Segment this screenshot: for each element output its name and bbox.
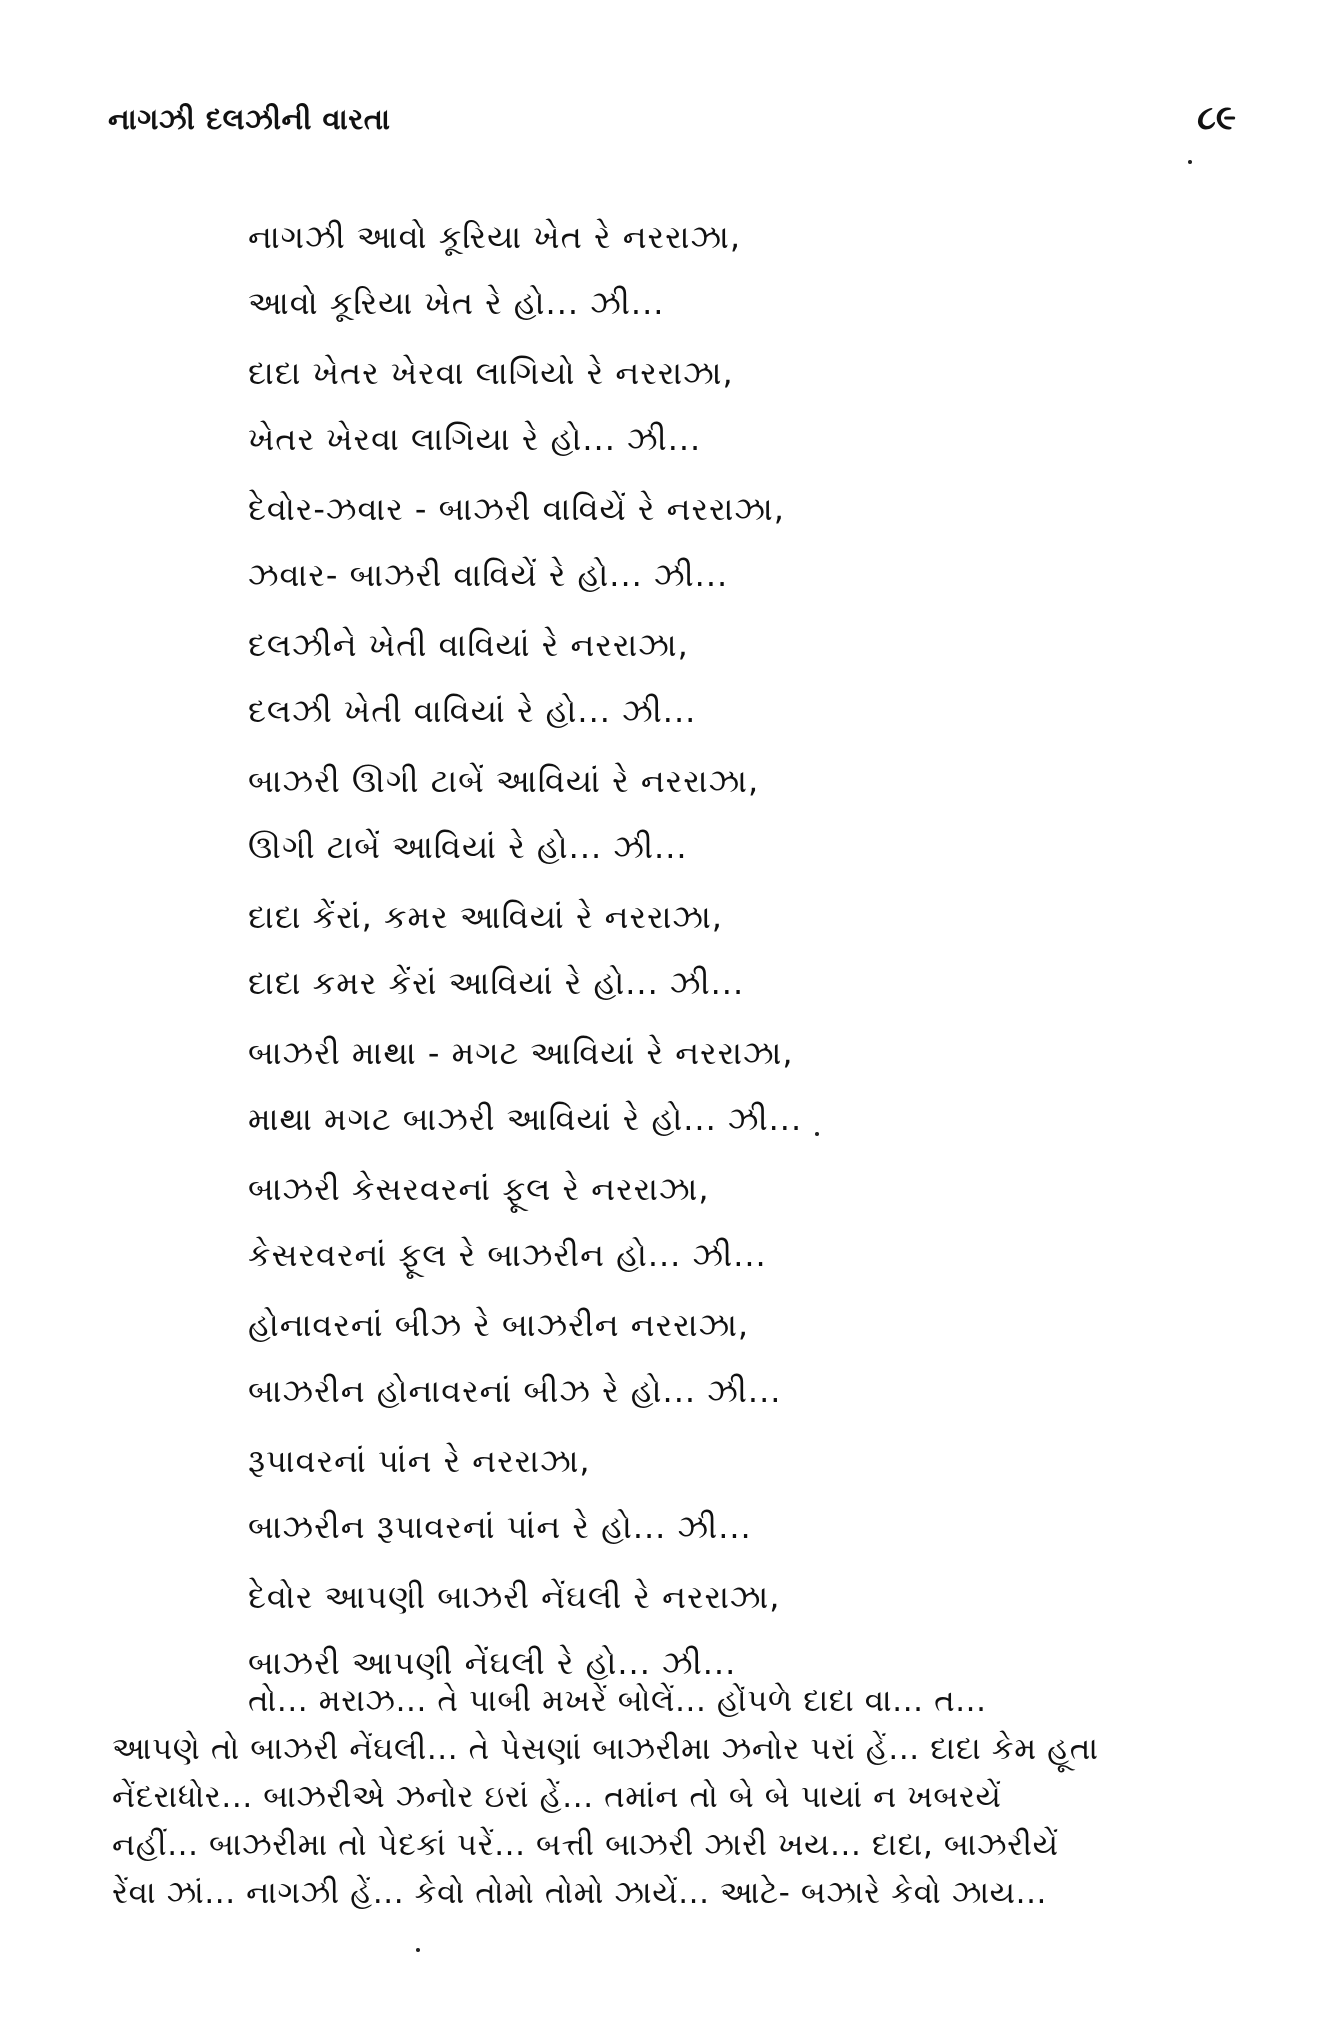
print-speck (416, 1948, 420, 1952)
prose-line: નહીં... બાઝરીમા તો પેદકાં પરેં... બત્તી બાઝરી ઝારી ખય... દાદા, બાઝરીયેં (112, 1827, 1059, 1863)
prose-line: આપણે તો બાઝરી નેંઘલી... તે પેસણાં બાઝરીમા ઝનોર પરાં હેં... દાદા કેમ હૂતા (112, 1731, 1099, 1767)
verse-line: ખેતર ખેરવા લાગિયા રે હો... ઝી... (248, 420, 702, 458)
verse-line: દલઝીને ખેતી વાવિયાં રે નરરાઝા, (248, 626, 689, 664)
verse-line: નાગઝી આવો કૂરિયા ખેત રે નરરાઝા, (248, 218, 742, 256)
stanza (248, 884, 1148, 1020)
running-title: નાગઝી દલઝીની વારતા (108, 102, 391, 136)
stanza (248, 476, 1148, 612)
verse-line: દલઝી ખેતી વાવિયાં રે હો... ઝી... (248, 692, 697, 730)
verse-line: બાઝરી આપણી નેંઘલી રે હો... ઝી... (248, 1644, 737, 1682)
verse-line: બાઝરી ઊગી ટાબેં આવિયાં રે નરરાઝા, (248, 762, 760, 800)
verse-line: દેવોર-ઝવાર - બાઝરી વાવિયેં રે નરરાઝા, (248, 490, 785, 528)
stanza (248, 204, 1148, 340)
stanza (248, 612, 1148, 748)
stanza (248, 1292, 1148, 1428)
verse-line: દાદા કમર કેંરાં આવિયાં રે હો... ઝી... (248, 964, 745, 1002)
verse-line: માથા મગટ બાઝરી આવિયાં રે હો... ઝી... (248, 1100, 803, 1138)
print-speck (815, 1132, 819, 1136)
verse-line: હોનાવરનાં બીઝ રે બાઝરીન નરરાઝા, (248, 1306, 750, 1344)
prose-paragraph (112, 1677, 1240, 1917)
verse-line: દાદા ખેતર ખેરવા લાગિયો રે નરરાઝા, (248, 354, 734, 392)
page-number: ૮૯ (1197, 98, 1236, 138)
song-verses (248, 204, 1148, 1700)
stanza (248, 748, 1148, 884)
verse-line: બાઝરી કેસરવરનાં ફૂલ રે નરરાઝા, (248, 1170, 710, 1208)
verse-line: દેવોર આપણી બાઝરી નેંઘલી રે નરરાઝા, (248, 1578, 781, 1616)
verse-line: બાઝરીન હોનાવરનાં બીઝ રે હો... ઝી... (248, 1372, 782, 1410)
prose-line: તો... મરાઝ... તે પાબી મખરેં બોલેં... હોંપળે દાદા વા... ત... (248, 1683, 987, 1719)
print-speck (1188, 160, 1192, 164)
verse-line: બાઝરી માથા - મગટ આવિયાં રે નરરાઝા, (248, 1034, 794, 1072)
verse-line: બાઝરીન રૂપાવરનાં પાંન રે હો... ઝી... (248, 1508, 752, 1546)
verse-line: ઝવાર- બાઝરી વાવિયેં રે હો... ઝી... (248, 556, 729, 594)
prose-line: નેંદરાધોર... બાઝરીએ ઝનોર ઇરાં હેં... તમાંન તો બે બે પાયાં ન ખબરયેં (112, 1779, 1002, 1815)
stanza (248, 1156, 1148, 1292)
prose-line: રેંવા ઝાં... નાગઝી હેં... કેવો તોમો તોમો ઝાયેં... આટે- બઝારે કેવો ઝાય... (112, 1875, 1047, 1911)
stanza (248, 1428, 1148, 1564)
verse-line: કેસરવરનાં ફૂલ રે બાઝરીન હો... ઝી... (248, 1236, 767, 1274)
verse-line: દાદા કેંરાં, કમર આવિયાં રે નરરાઝા, (248, 898, 723, 936)
stanza (248, 340, 1148, 476)
verse-line: ઊગી ટાબેં આવિયાં રે હો... ઝી... (248, 828, 688, 866)
verse-line: રૂપાવરનાં પાંન રે નરરાઝા, (248, 1442, 591, 1480)
verse-line: આવો કૂરિયા ખેત રે હો... ઝી... (248, 284, 665, 322)
stanza (248, 1020, 1148, 1156)
